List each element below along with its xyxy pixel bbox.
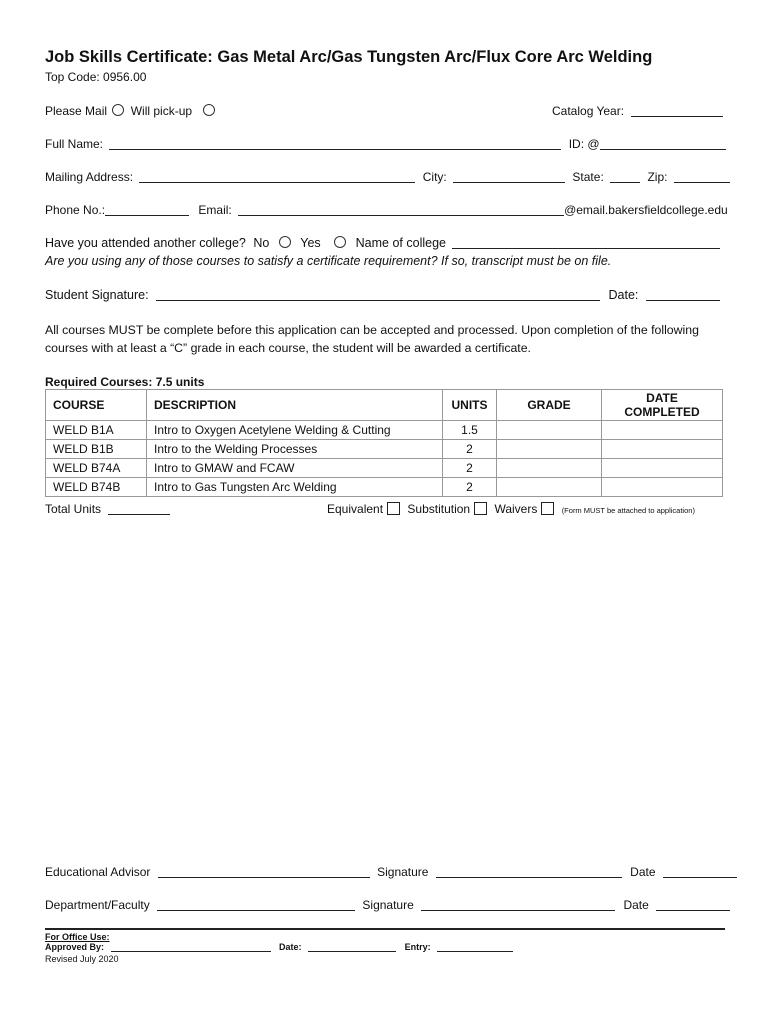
- substitution-checkbox[interactable]: [474, 502, 487, 515]
- educational-advisor-field[interactable]: [158, 865, 370, 878]
- course-units: 1.5: [443, 421, 497, 440]
- approved-by-field[interactable]: [111, 942, 271, 952]
- no-radio[interactable]: [279, 236, 291, 248]
- email-field[interactable]: [238, 203, 564, 216]
- department-signature-label: Signature: [362, 898, 414, 912]
- email-label: Email:: [198, 203, 232, 217]
- header-date-completed: DATE COMPLETED: [602, 390, 723, 421]
- phone-email-row: [45, 203, 728, 217]
- grade-cell[interactable]: [497, 459, 602, 478]
- department-faculty-field[interactable]: [157, 898, 355, 911]
- email-domain: @email.bakersfieldcollege.edu: [564, 203, 728, 217]
- office-date-label: Date:: [279, 942, 302, 952]
- yes-radio[interactable]: [334, 236, 346, 248]
- table-row: [46, 478, 723, 497]
- total-units-field[interactable]: [108, 502, 170, 515]
- instructions-line-2: courses with at least a “C” grade in each course, the student will be awarded a certificate.: [45, 341, 531, 355]
- catalog-year-row: [552, 104, 723, 118]
- revised-date: Revised July 2020: [45, 954, 119, 964]
- id-label: ID: @: [568, 137, 600, 151]
- full-name-field[interactable]: [109, 137, 561, 150]
- header-units: UNITS: [443, 390, 497, 421]
- zip-field[interactable]: [674, 170, 730, 183]
- full-name-row: [45, 137, 726, 151]
- course-description: Intro to Oxygen Acetylene Welding & Cutting: [147, 421, 443, 440]
- top-code: Top Code: 0956.00: [45, 70, 147, 84]
- header-course: COURSE: [46, 390, 147, 421]
- student-date-field[interactable]: [646, 288, 720, 301]
- course-description: Intro to GMAW and FCAW: [147, 459, 443, 478]
- will-pickup-radio[interactable]: [203, 104, 215, 116]
- entry-label: Entry:: [404, 942, 431, 952]
- options-row: [327, 502, 695, 516]
- table-header-row: [46, 390, 723, 421]
- city-label: City:: [422, 170, 447, 184]
- office-use-heading: For Office Use:: [45, 932, 110, 942]
- equivalent-checkbox[interactable]: [387, 502, 400, 515]
- total-units-row: [45, 502, 170, 516]
- advisor-signature-label: Signature: [377, 865, 429, 879]
- college-question: Have you attended another college?: [45, 236, 246, 250]
- grade-cell[interactable]: [497, 440, 602, 459]
- no-label: No: [253, 236, 270, 250]
- course-code: WELD B74B: [46, 478, 147, 497]
- course-units: 2: [443, 478, 497, 497]
- catalog-year-label: Catalog Year:: [552, 104, 625, 118]
- catalog-year-field[interactable]: [631, 104, 723, 117]
- waivers-label: Waivers: [494, 502, 538, 516]
- office-approval-row: [45, 942, 513, 952]
- date-completed-cell[interactable]: [602, 478, 723, 497]
- table-row: [46, 440, 723, 459]
- advisor-date-field[interactable]: [663, 865, 737, 878]
- state-field[interactable]: [610, 170, 640, 183]
- course-code: WELD B1B: [46, 440, 147, 459]
- date-completed-cell[interactable]: [602, 421, 723, 440]
- mailing-address-field[interactable]: [139, 170, 415, 183]
- course-code: WELD B74A: [46, 459, 147, 478]
- course-units: 2: [443, 459, 497, 478]
- required-courses-heading: Required Courses: 7.5 units: [45, 375, 205, 389]
- state-label: State:: [572, 170, 604, 184]
- office-date-field[interactable]: [308, 942, 396, 952]
- substitution-label: Substitution: [407, 502, 471, 516]
- advisor-row: [45, 865, 737, 879]
- student-date-label: Date:: [608, 288, 639, 302]
- city-field[interactable]: [453, 170, 565, 183]
- form-note: (Form MUST be attached to application): [561, 506, 695, 515]
- course-table: [45, 389, 723, 497]
- full-name-label: Full Name:: [45, 137, 104, 151]
- table-row: [46, 459, 723, 478]
- educational-advisor-label: Educational Advisor: [45, 865, 151, 879]
- course-description: Intro to Gas Tungsten Arc Welding: [147, 478, 443, 497]
- entry-field[interactable]: [437, 942, 513, 952]
- advisor-date-label: Date: [630, 865, 656, 879]
- name-of-college-label: Name of college: [355, 236, 446, 250]
- student-signature-field[interactable]: [156, 288, 600, 301]
- equivalent-label: Equivalent: [327, 502, 384, 516]
- instructions-line-1: All courses MUST be complete before this application can be accepted and processed. Upon completion of the following: [45, 323, 699, 337]
- waivers-checkbox[interactable]: [541, 502, 554, 515]
- delivery-row: [45, 104, 215, 118]
- yes-label: Yes: [300, 236, 321, 250]
- phone-field[interactable]: [105, 203, 189, 216]
- department-faculty-label: Department/Faculty: [45, 898, 150, 912]
- please-mail-radio[interactable]: [112, 104, 124, 116]
- total-units-label: Total Units: [45, 502, 102, 516]
- college-row: [45, 236, 720, 250]
- courses-question: Are you using any of those courses to satisfy a certificate requirement? If so, transcript must be on file.: [45, 254, 612, 268]
- course-code: WELD B1A: [46, 421, 147, 440]
- office-divider: [45, 928, 725, 930]
- zip-label: Zip:: [647, 170, 668, 184]
- department-row: [45, 898, 730, 912]
- student-signature-label: Student Signature:: [45, 288, 149, 302]
- advisor-signature-field[interactable]: [436, 865, 622, 878]
- mailing-row: [45, 170, 730, 184]
- please-mail-label: Please Mail: [45, 104, 108, 118]
- header-description: DESCRIPTION: [147, 390, 443, 421]
- course-description: Intro to the Welding Processes: [147, 440, 443, 459]
- name-of-college-field[interactable]: [452, 236, 720, 249]
- course-units: 2: [443, 440, 497, 459]
- approved-by-label: Approved By:: [45, 942, 105, 952]
- department-signature-field[interactable]: [421, 898, 615, 911]
- date-completed-cell[interactable]: [602, 440, 723, 459]
- table-row: [46, 421, 723, 440]
- phone-label: Phone No.:: [45, 203, 106, 217]
- department-date-field[interactable]: [656, 898, 730, 911]
- date-completed-cell[interactable]: [602, 459, 723, 478]
- grade-cell[interactable]: [497, 421, 602, 440]
- header-grade: GRADE: [497, 390, 602, 421]
- mailing-address-label: Mailing Address:: [45, 170, 134, 184]
- page-title: Job Skills Certificate: Gas Metal Arc/Gas Tungsten Arc/Flux Core Arc Welding: [45, 48, 653, 66]
- will-pickup-label: Will pick-up: [130, 104, 193, 118]
- id-field[interactable]: [600, 137, 726, 150]
- department-date-label: Date: [623, 898, 649, 912]
- student-signature-row: [45, 288, 720, 302]
- grade-cell[interactable]: [497, 478, 602, 497]
